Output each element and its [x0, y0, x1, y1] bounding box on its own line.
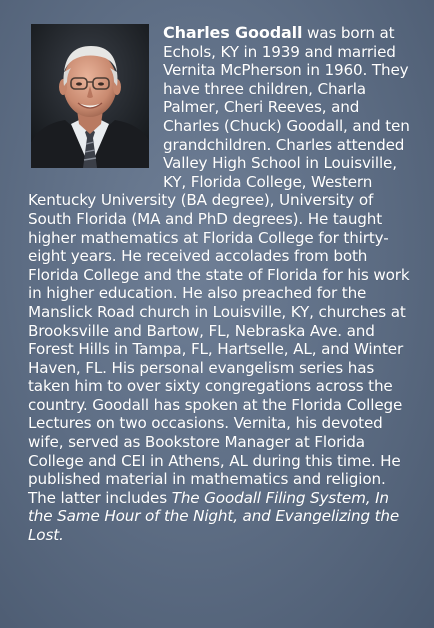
published-works-titles: The Goodall Filing System, In the Same Hour of the Night, and Evangelizing the Lost.	[28, 488, 400, 545]
author-name: Charles Goodall	[163, 23, 303, 42]
author-portrait-photo	[31, 24, 149, 168]
author-portrait-image	[31, 24, 149, 168]
author-bio-text: was born at Echols, KY in 1939 and married Vernita McPherson in 1960. They have three children, Charla Palmer, Cheri Reeves, and Charles (Chuck) Goodall, and ten grandchildren. Charles attended Valley High School in Louisville, KY, Florida College, Western Kentucky University (BA degree), University of South Florida (MA and PhD degrees). He taught higher mathematics at Florida College for thirty-eight years. He received accolades from both Florida College and the state of Florida for his work in higher education. He also preached for the Manslick Road church in Louisville, KY, churches at Brooksville and Bartow, FL, Nebraska Ave. and Forest Hills in Tampa, FL, Hartselle, AL, and Winter Haven, FL. His personal evangelism series has taken him to over sixty congregations across the country. Goodall has spoken at the Florida College Lectures on two occasions. Vernita, his devoted wife, served as Bookstore Manager at Florida College and CEI in Athens, AL during this time. He published material in mathematics and religion. The latter includes	[28, 24, 410, 507]
